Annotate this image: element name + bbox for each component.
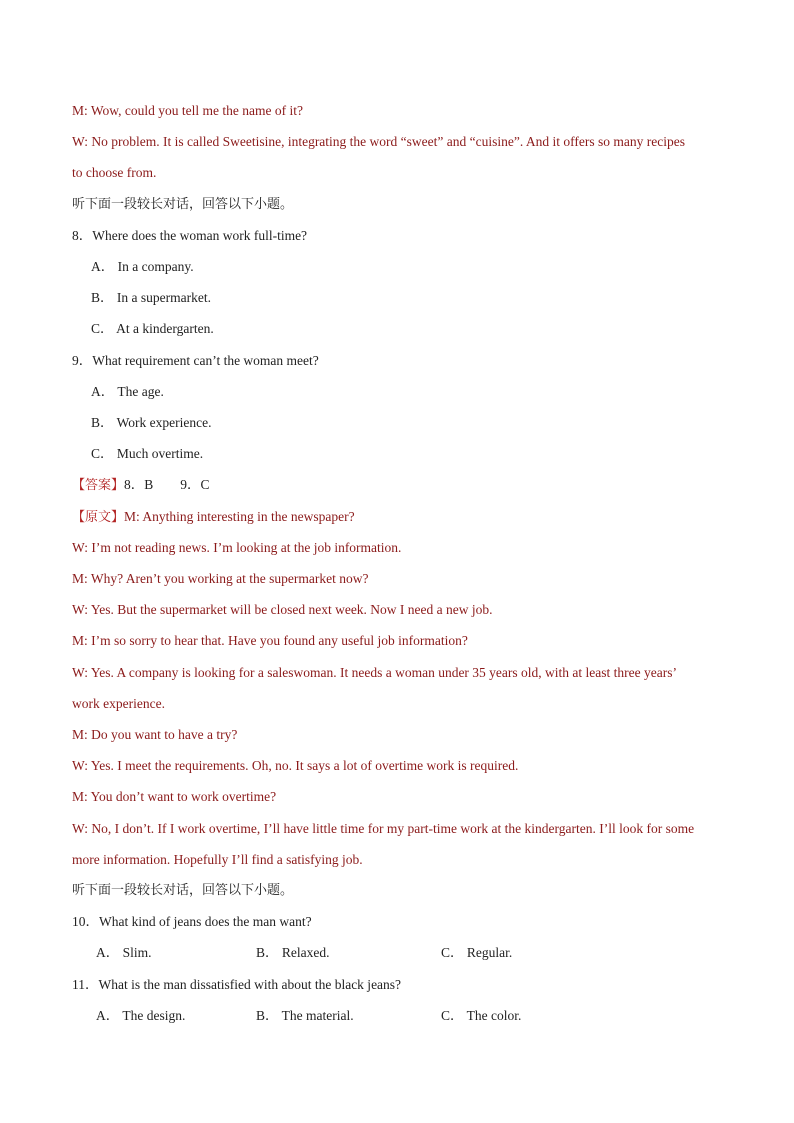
dialogue-line: W: No problem. It is called Sweetisine, integrating the word “sweet” and “cuisine”. And it offers so many recipes bbox=[72, 134, 685, 149]
transcript-line bbox=[72, 508, 355, 527]
transcript-text: M: Anything interesting in the newspaper? bbox=[124, 509, 355, 524]
question-9-option-b: B． Work experience. bbox=[91, 415, 212, 430]
transcript-line: W: Yes. A company is looking for a saleswoman. It needs a woman under 35 years old, with at least three years’ bbox=[72, 665, 677, 680]
dialogue-line: M: Wow, could you tell me the name of it? bbox=[72, 103, 303, 118]
section-instruction: 听下面一段较长对话，回答以下小题。 bbox=[72, 197, 294, 212]
question-8-option-c: C． At a kindergarten. bbox=[91, 321, 214, 336]
question-9-stem: 9．What requirement can’t the woman meet? bbox=[72, 353, 319, 368]
question-11-option-a: A． The design. bbox=[96, 1008, 186, 1023]
question-10-stem: 10．What kind of jeans does the man want? bbox=[72, 914, 312, 929]
question-11-option-b: B． The material. bbox=[256, 1008, 354, 1023]
question-11-option-c: C． The color. bbox=[441, 1008, 522, 1023]
question-10-option-b: B． Relaxed. bbox=[256, 945, 330, 960]
transcript-line: W: I’m not reading news. I’m looking at the job information. bbox=[72, 540, 402, 555]
transcript-line: W: Yes. I meet the requirements. Oh, no. It says a lot of overtime work is required. bbox=[72, 758, 519, 773]
transcript-line: M: You don’t want to work overtime? bbox=[72, 789, 277, 804]
dialogue-line: to choose from. bbox=[72, 165, 157, 180]
question-8-option-a: A． In a company. bbox=[91, 259, 194, 274]
question-9-option-a: A． The age. bbox=[91, 384, 164, 399]
question-10-option-a: A． Slim. bbox=[96, 945, 152, 960]
transcript-line: more information. Hopefully I’ll find a satisfying job. bbox=[72, 852, 363, 867]
transcript-line: M: Why? Aren’t you working at the supermarket now? bbox=[72, 571, 369, 586]
transcript-tag: 【原文】 bbox=[72, 510, 125, 525]
section-instruction: 听下面一段较长对话，回答以下小题。 bbox=[72, 883, 294, 898]
question-11-stem: 11．What is the man dissatisfied with about the black jeans? bbox=[72, 977, 402, 992]
transcript-line: W: Yes. But the supermarket will be closed next week. Now I need a new job. bbox=[72, 602, 493, 617]
question-8-stem: 8．Where does the woman work full-time? bbox=[72, 228, 308, 243]
answer-tag: 【答案】 bbox=[72, 478, 125, 493]
transcript-line: M: I’m so sorry to hear that. Have you found any useful job information? bbox=[72, 633, 468, 648]
answer-text: 8．B 9．C bbox=[124, 477, 210, 492]
transcript-line: W: No, I don’t. If I work overtime, I’ll have little time for my part-time work at the kindergarten. I’ll look for some bbox=[72, 821, 695, 836]
question-10-option-c: C． Regular. bbox=[441, 945, 513, 960]
question-9-option-c: C． Much overtime. bbox=[91, 446, 204, 461]
answer-line bbox=[72, 476, 210, 495]
transcript-line: work experience. bbox=[72, 696, 165, 711]
question-8-option-b: B． In a supermarket. bbox=[91, 290, 211, 305]
transcript-line: M: Do you want to have a try? bbox=[72, 727, 238, 742]
